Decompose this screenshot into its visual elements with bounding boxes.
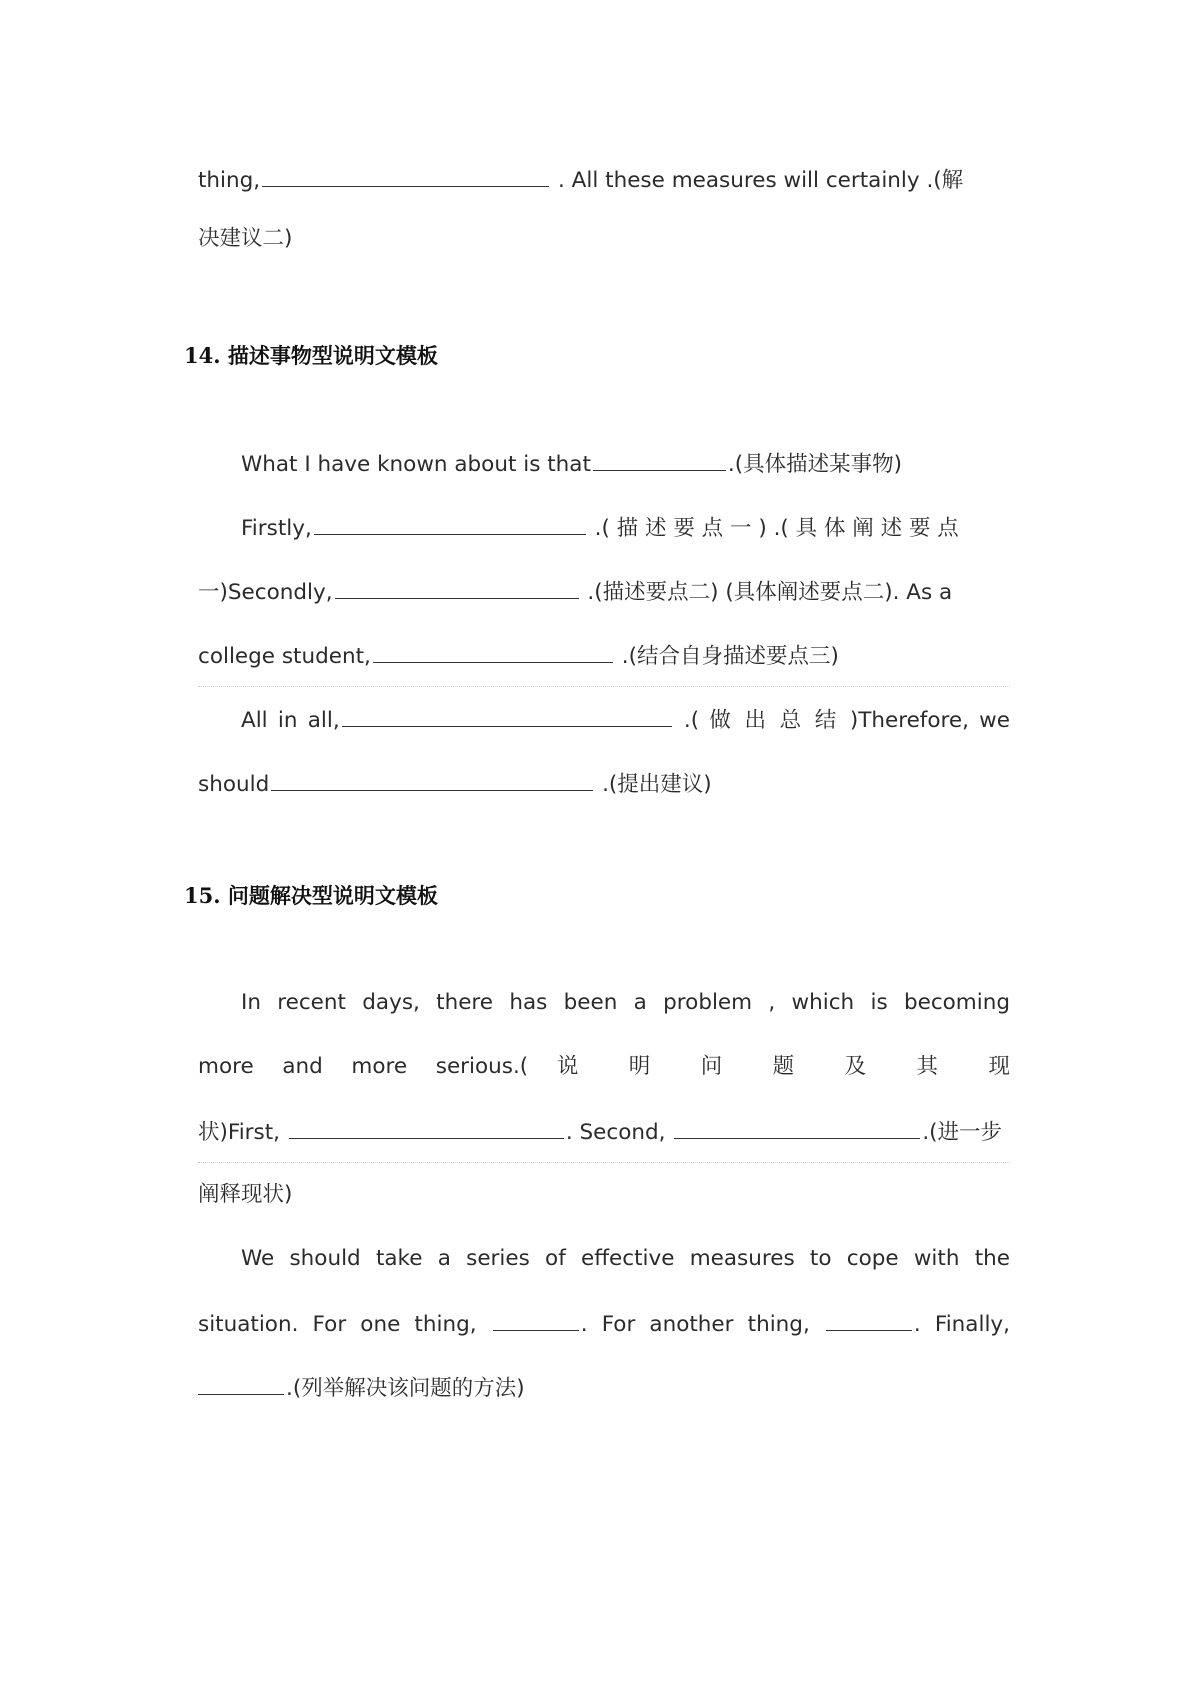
text-line: What I have known about is that .(具体描述某事物) bbox=[241, 448, 1010, 480]
divider bbox=[198, 686, 1010, 687]
fill-blank bbox=[271, 768, 593, 791]
fill-blank bbox=[289, 1116, 564, 1139]
fill-blank bbox=[826, 1308, 912, 1331]
fill-blank bbox=[335, 576, 579, 599]
text-line: 决建议二) bbox=[198, 226, 293, 251]
fill-blank bbox=[262, 164, 549, 187]
fill-blank bbox=[593, 448, 726, 471]
text-line: We should take a series of effective measures to cope with the bbox=[241, 1246, 1010, 1271]
fill-blank bbox=[674, 1116, 920, 1139]
divider bbox=[198, 1162, 1010, 1163]
fill-blank bbox=[373, 640, 613, 663]
text-line: more and more serious.( 说 明 问 题 及 其 现 bbox=[198, 1054, 1010, 1079]
text-line: college student, .(结合自身描述要点三) bbox=[198, 640, 1010, 672]
text-line: thing, . All these measures will certainly .(解 bbox=[198, 164, 1010, 196]
text-line: should .(提出建议) bbox=[198, 768, 1010, 800]
section-heading-15: 15. 问题解决型说明文模板 bbox=[184, 883, 438, 908]
text-line: .(列举解决该问题的方法) bbox=[198, 1372, 1010, 1404]
text-line: 状)First, . Second, .(进一步 bbox=[198, 1116, 1010, 1148]
text-line: situation. For one thing, . For another thing, . Finally, bbox=[198, 1308, 1010, 1340]
text-line: Firstly, .( 描 述 要 点 一 ) .( 具 体 阐 述 要 点 bbox=[241, 512, 1010, 544]
fill-blank bbox=[493, 1308, 579, 1331]
fill-blank bbox=[342, 704, 672, 727]
fill-blank bbox=[198, 1372, 284, 1395]
text-line: All in all, .( 做 出 总 结 )Therefore, we bbox=[241, 704, 1010, 736]
fill-blank bbox=[314, 512, 586, 535]
text-line: 一)Secondly, .(描述要点二) (具体阐述要点二). As a bbox=[198, 576, 1010, 608]
section-heading-14: 14. 描述事物型说明文模板 bbox=[184, 343, 438, 368]
text-line: 阐释现状) bbox=[198, 1182, 293, 1207]
text-line: In recent days, there has been a problem , which is becoming bbox=[241, 990, 1010, 1015]
